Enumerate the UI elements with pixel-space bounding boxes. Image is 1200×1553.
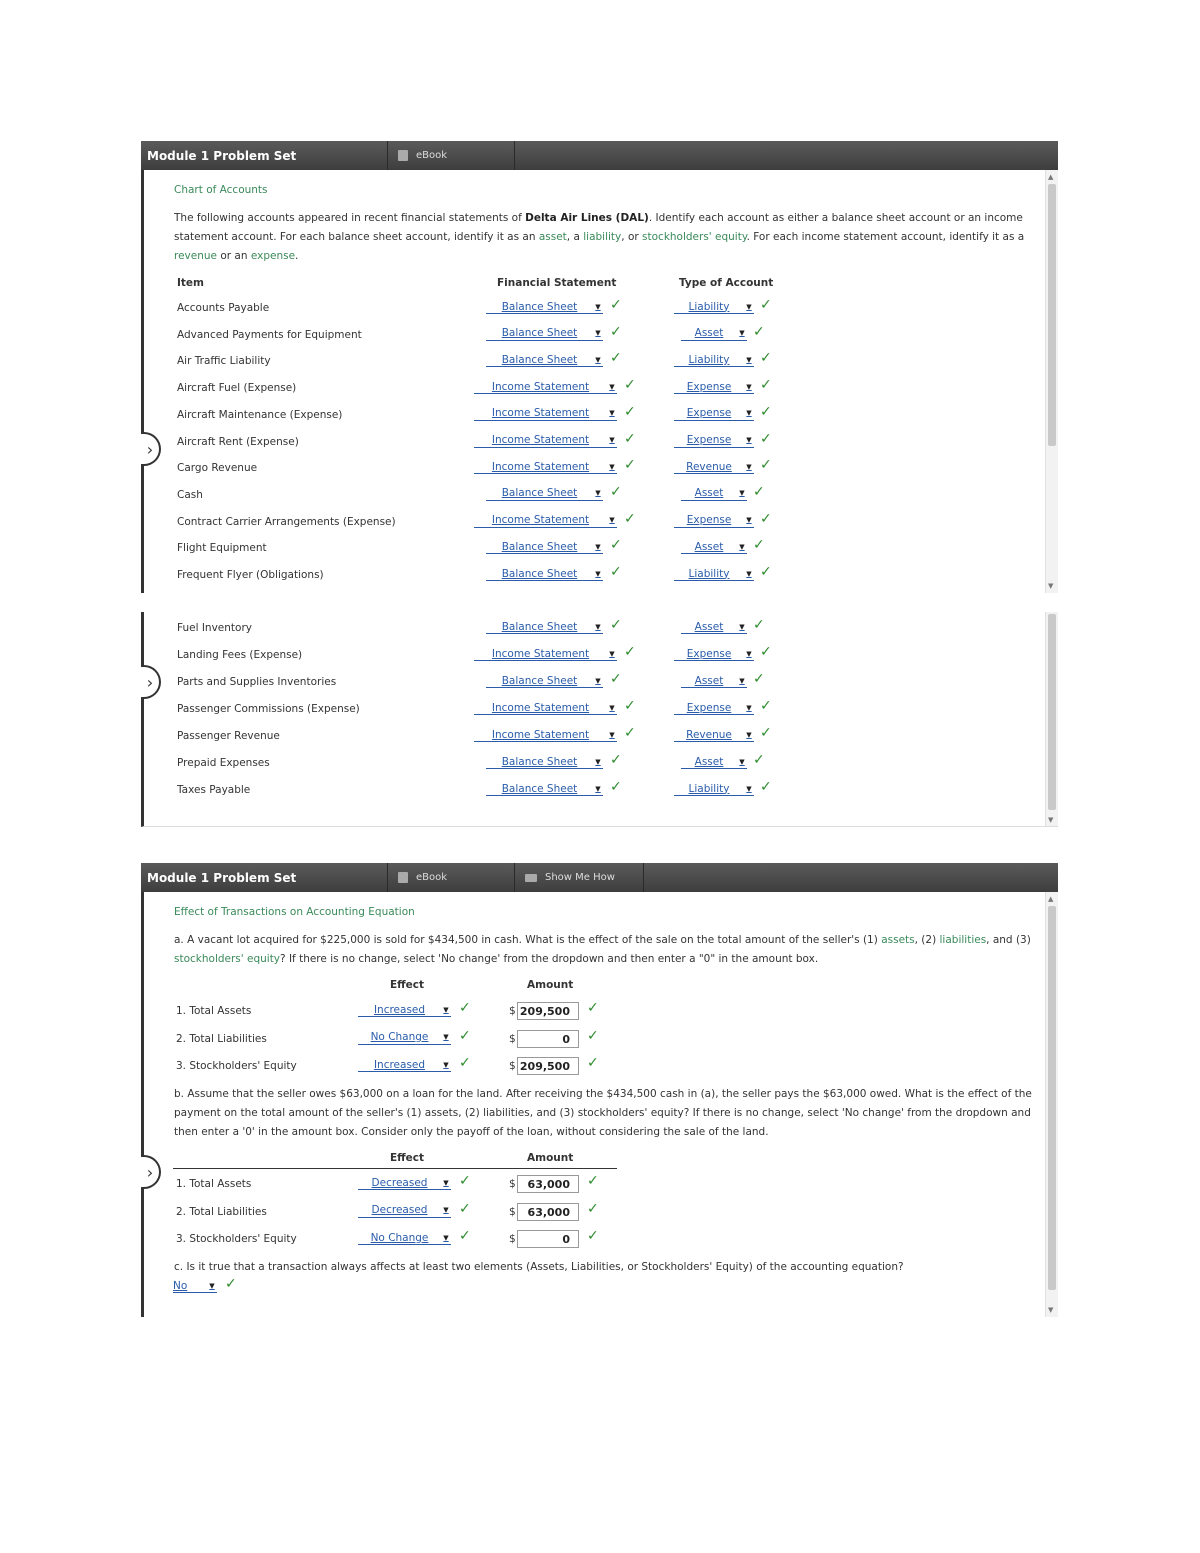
chevron-down-icon: ▼ bbox=[746, 436, 752, 444]
check-icon: ✓ bbox=[760, 564, 772, 580]
chevron-down-icon: ▼ bbox=[746, 302, 752, 311]
question-text: , (2) bbox=[914, 934, 940, 946]
problem-intro bbox=[174, 209, 1036, 266]
panel-effect-of-transactions bbox=[141, 863, 1058, 1317]
chevron-down-icon: ▼ bbox=[609, 730, 615, 739]
chevron-down-icon: ▼ bbox=[746, 649, 752, 658]
dropdown-value: Asset bbox=[694, 755, 724, 768]
check-icon: ✓ bbox=[760, 725, 772, 741]
check-icon: ✓ bbox=[610, 779, 622, 795]
chevron-down-icon: ▼ bbox=[443, 1178, 449, 1187]
check-icon: ✓ bbox=[610, 671, 622, 687]
currency-symbol: $ bbox=[509, 1205, 516, 1218]
part-c-answer-dropdown[interactable] bbox=[173, 1279, 217, 1293]
check-icon: ✓ bbox=[610, 297, 622, 313]
check-icon: ✓ bbox=[624, 403, 636, 420]
chevron-down-icon: ▼ bbox=[609, 703, 615, 712]
chevron-down-icon: ▼ bbox=[609, 436, 615, 444]
chevron-down-icon: ▼ bbox=[609, 462, 615, 471]
dropdown-value: Asset bbox=[694, 540, 724, 553]
intro-text: or an bbox=[217, 250, 251, 262]
check-icon: ✓ bbox=[610, 350, 622, 367]
check-icon: ✓ bbox=[587, 1027, 599, 1044]
financial-statement-dropdown[interactable] bbox=[486, 327, 603, 341]
check-icon: ✓ bbox=[610, 752, 622, 768]
scrollbar-thumb[interactable] bbox=[1048, 906, 1056, 1290]
dropdown-value: Income Statement bbox=[491, 728, 590, 741]
term-revenue: revenue bbox=[174, 250, 217, 262]
dropdown-value: Asset bbox=[694, 674, 724, 687]
dropdown-value: Expense bbox=[686, 380, 732, 393]
currency-symbol: $ bbox=[509, 1178, 516, 1190]
account-item-label: Prepaid Expenses bbox=[177, 757, 270, 769]
dropdown-value: Expense bbox=[686, 434, 732, 446]
check-icon: ✓ bbox=[760, 698, 772, 714]
amount-input[interactable]: 63,000 bbox=[517, 1175, 579, 1193]
section-title: Chart of Accounts bbox=[174, 184, 268, 196]
account-item-label: Cash bbox=[177, 488, 203, 501]
effect-dropdown[interactable] bbox=[358, 1204, 451, 1218]
dropdown-value: Balance Sheet bbox=[501, 540, 578, 553]
effect-dropdown[interactable] bbox=[358, 1058, 451, 1072]
dropdown-value: Expense bbox=[686, 647, 732, 660]
account-type-dropdown[interactable] bbox=[681, 620, 747, 634]
part-c-question: c. Is it true that a transaction always affects at least two elements (Assets, Liabilities, or Stockholders' Equity) of the accounting equation? bbox=[174, 1261, 904, 1273]
check-icon: ✓ bbox=[459, 1000, 471, 1016]
amount-input[interactable]: 0 bbox=[517, 1030, 579, 1048]
chevron-down-icon: ▼ bbox=[746, 784, 752, 793]
dropdown-value: Income Statement bbox=[491, 380, 590, 393]
check-icon: ✓ bbox=[610, 564, 622, 580]
check-icon: ✓ bbox=[610, 323, 622, 340]
check-icon: ✓ bbox=[587, 1000, 599, 1016]
dropdown-value: Expense bbox=[686, 701, 732, 714]
dropdown-value: No bbox=[173, 1279, 188, 1292]
chevron-down-icon: ▼ bbox=[746, 569, 752, 578]
chevron-down-icon: ▼ bbox=[443, 1206, 449, 1214]
part-a-question bbox=[174, 931, 1036, 969]
chevron-down-icon: ▼ bbox=[609, 382, 615, 391]
dropdown-value: Balance Sheet bbox=[501, 487, 578, 500]
check-icon: ✓ bbox=[753, 483, 765, 500]
question-text: a. A vacant lot acquired for $225,000 is sold for $434,500 in cash. What is the effect of the sale on the total amount of the seller's (1) bbox=[174, 934, 882, 946]
question-text: , and (3) bbox=[986, 934, 1031, 946]
line-item-label: 1. Total Assets bbox=[176, 1005, 252, 1017]
column-header-amount: Amount bbox=[527, 1152, 574, 1164]
column-header-effect: Effect bbox=[390, 1152, 425, 1164]
account-item-label: Aircraft Rent (Expense) bbox=[177, 435, 299, 448]
chevron-down-icon: ▼ bbox=[443, 1005, 449, 1014]
check-icon: ✓ bbox=[760, 297, 772, 313]
financial-statement-dropdown[interactable] bbox=[474, 701, 617, 715]
line-item-label: 2. Total Liabilities bbox=[176, 1032, 267, 1045]
account-item-label: Cargo Revenue bbox=[177, 462, 258, 475]
account-item-label: Passenger Revenue bbox=[177, 730, 280, 742]
chevron-down-icon: ▼ bbox=[746, 516, 752, 525]
financial-statement-dropdown[interactable] bbox=[474, 434, 617, 448]
dropdown-value: Increased bbox=[373, 1003, 426, 1016]
dropdown-value: Balance Sheet bbox=[501, 300, 578, 313]
check-icon: ✓ bbox=[753, 537, 765, 554]
panel-body bbox=[141, 170, 1058, 593]
financial-statement-dropdown[interactable] bbox=[486, 567, 603, 581]
chevron-down-icon: ▼ bbox=[595, 489, 601, 498]
check-icon: ✓ bbox=[624, 725, 636, 741]
term-liability: liability bbox=[583, 231, 622, 243]
account-item-label: Flight Equipment bbox=[177, 542, 267, 555]
chevron-down-icon: ▼ bbox=[746, 409, 752, 418]
effect-dropdown[interactable] bbox=[358, 1176, 451, 1190]
financial-statement-dropdown[interactable] bbox=[486, 620, 603, 634]
account-item-label: Accounts Payable bbox=[177, 302, 270, 314]
amount-input[interactable]: 209,500 bbox=[517, 1057, 579, 1075]
expand-toggle[interactable]: › bbox=[141, 1155, 161, 1189]
financial-statement-dropdown[interactable] bbox=[474, 407, 617, 421]
amount-input[interactable]: 209,500 bbox=[517, 1002, 579, 1020]
financial-statement-dropdown[interactable] bbox=[474, 460, 617, 474]
dropdown-value: Increased bbox=[373, 1058, 426, 1071]
check-icon: ✓ bbox=[753, 752, 765, 768]
ebook-label: eBook bbox=[416, 872, 448, 883]
check-icon: ✓ bbox=[760, 644, 772, 660]
chevron-down-icon: ▼ bbox=[595, 329, 601, 338]
ebook-button[interactable] bbox=[388, 141, 515, 170]
chevron-down-icon: ▼ bbox=[443, 1033, 449, 1041]
financial-statement-dropdown[interactable] bbox=[474, 728, 617, 742]
chevron-down-icon: ▼ bbox=[609, 409, 615, 418]
intro-text: . For each income statement account, identify it as a bbox=[746, 231, 1025, 243]
effect-dropdown[interactable] bbox=[358, 1003, 451, 1017]
panel-chart-of-accounts-continued bbox=[141, 612, 1058, 827]
vertical-scrollbar[interactable] bbox=[1045, 612, 1058, 826]
check-icon: ✓ bbox=[459, 1228, 471, 1244]
column-header-effect: Effect bbox=[390, 979, 425, 991]
chevron-down-icon: ▼ bbox=[746, 703, 752, 712]
account-type-dropdown[interactable] bbox=[674, 434, 754, 448]
check-icon: ✓ bbox=[760, 510, 772, 527]
chevron-down-icon: ▼ bbox=[746, 462, 752, 471]
scroll-down-icon[interactable]: ▼ bbox=[1048, 816, 1054, 824]
panel-title: Module 1 Problem Set bbox=[141, 141, 388, 170]
panel-titlebar bbox=[141, 863, 1058, 892]
check-icon: ✓ bbox=[624, 644, 636, 660]
show-me-how-button[interactable] bbox=[515, 863, 644, 892]
line-item-label: 2. Total Liabilities bbox=[176, 1205, 267, 1218]
financial-statement-dropdown[interactable] bbox=[486, 674, 603, 688]
panel-title: Module 1 Problem Set bbox=[141, 863, 388, 892]
dropdown-value: Expense bbox=[686, 514, 732, 527]
financial-statement-dropdown[interactable] bbox=[474, 514, 617, 528]
term-asset: asset bbox=[538, 231, 567, 243]
dropdown-value: Liability bbox=[688, 300, 730, 313]
expand-toggle[interactable]: › bbox=[141, 432, 161, 466]
dropdown-value: No Change bbox=[370, 1231, 429, 1244]
vertical-scrollbar[interactable] bbox=[1045, 892, 1058, 1317]
account-type-dropdown[interactable] bbox=[674, 380, 754, 394]
show-me-how-label: Show Me How bbox=[545, 872, 615, 883]
intro-text: . Identify each account as either a balance sheet account or an income statement account. For each balance sheet account, identify it as an bbox=[174, 212, 1023, 243]
amount-input[interactable]: 0 bbox=[517, 1230, 579, 1248]
scrollbar-thumb[interactable] bbox=[1048, 614, 1056, 810]
column-header-item: Item bbox=[177, 277, 204, 289]
panel-titlebar bbox=[141, 141, 1058, 170]
ebook-button[interactable] bbox=[388, 863, 515, 892]
dropdown-value: Balance Sheet bbox=[501, 620, 578, 633]
dropdown-value: Balance Sheet bbox=[501, 353, 578, 366]
dropdown-value: Revenue bbox=[686, 728, 732, 741]
effect-dropdown[interactable] bbox=[358, 1031, 451, 1045]
check-icon: ✓ bbox=[753, 323, 765, 340]
dropdown-value: Balance Sheet bbox=[501, 674, 578, 687]
chevron-down-icon: ▼ bbox=[609, 516, 615, 525]
part-b-question: b. Assume that the seller owes $63,000 on a loan for the land. After receiving the $434,500 cash in (a), the seller pays the $63,000 owed. What is the effect of the payment on the total amount of the seller's (1) assets, (2) liabilities, and (3) stockholders' equity? If there is no change, select 'No change' from the dropdown and then enter a '0' in the amount box. Consider only the payoff of the loan, without considering the sale of the land. bbox=[174, 1088, 1032, 1138]
term-equity: stockholders' equity bbox=[174, 953, 281, 965]
dropdown-value: Liability bbox=[688, 567, 730, 580]
dropdown-value: Expense bbox=[686, 407, 732, 420]
account-item-label: Contract Carrier Arrangements (Expense) bbox=[177, 515, 396, 528]
financial-statement-dropdown[interactable] bbox=[486, 353, 603, 367]
dropdown-value: Decreased bbox=[371, 1176, 428, 1189]
dropdown-value: Income Statement bbox=[491, 434, 590, 446]
book-icon bbox=[398, 150, 408, 161]
account-type-dropdown[interactable] bbox=[681, 487, 747, 501]
account-type-dropdown[interactable] bbox=[681, 674, 747, 688]
effect-dropdown[interactable] bbox=[358, 1231, 451, 1245]
account-type-dropdown[interactable] bbox=[674, 728, 754, 742]
check-icon: ✓ bbox=[753, 617, 765, 633]
check-icon: ✓ bbox=[459, 1173, 471, 1189]
chevron-down-icon: ▼ bbox=[746, 382, 752, 391]
financial-statement-dropdown[interactable] bbox=[486, 755, 603, 769]
dropdown-value: Liability bbox=[688, 353, 730, 366]
chevron-down-icon: ▼ bbox=[595, 784, 601, 793]
account-type-dropdown[interactable] bbox=[681, 327, 747, 341]
titlebar-spacer bbox=[644, 863, 1058, 892]
check-icon: ✓ bbox=[587, 1200, 599, 1217]
check-icon: ✓ bbox=[624, 698, 636, 714]
account-item-label: Landing Fees (Expense) bbox=[177, 649, 303, 661]
term-assets: assets bbox=[881, 934, 915, 946]
financial-statement-dropdown[interactable] bbox=[486, 782, 603, 796]
account-type-dropdown[interactable] bbox=[674, 407, 754, 421]
chevron-down-icon: ▼ bbox=[739, 622, 745, 631]
dropdown-value: Income Statement bbox=[491, 460, 590, 473]
check-icon: ✓ bbox=[624, 510, 636, 527]
chevron-down-icon: ▼ bbox=[609, 649, 615, 658]
financial-statement-dropdown[interactable] bbox=[486, 487, 603, 501]
account-item-label: Passenger Commissions (Expense) bbox=[177, 703, 360, 715]
account-item-label: Frequent Flyer (Obligations) bbox=[177, 569, 324, 581]
term-equity: stockholders' equity bbox=[642, 231, 747, 243]
expand-toggle[interactable]: › bbox=[141, 665, 161, 699]
scroll-down-icon[interactable]: ▼ bbox=[1048, 1306, 1054, 1314]
scroll-up-icon[interactable]: ▲ bbox=[1048, 173, 1054, 181]
intro-text: , or bbox=[621, 231, 643, 243]
dropdown-value: Income Statement bbox=[491, 407, 590, 420]
section-title: Effect of Transactions on Accounting Equation bbox=[174, 906, 415, 918]
dropdown-value: Asset bbox=[694, 620, 724, 633]
dropdown-value: Income Statement bbox=[491, 647, 590, 660]
scrollbar-thumb[interactable] bbox=[1048, 184, 1056, 446]
account-type-dropdown[interactable] bbox=[674, 514, 754, 528]
dropdown-value: Revenue bbox=[686, 460, 732, 473]
check-icon: ✓ bbox=[760, 350, 772, 367]
chevron-down-icon: ▼ bbox=[595, 542, 601, 551]
chevron-down-icon: ▼ bbox=[595, 569, 601, 578]
ebook-label: eBook bbox=[416, 150, 448, 161]
dropdown-value: Income Statement bbox=[491, 701, 590, 714]
check-icon: ✓ bbox=[760, 403, 772, 420]
financial-statement-dropdown[interactable] bbox=[474, 647, 617, 661]
dropdown-value: No Change bbox=[370, 1031, 429, 1043]
currency-symbol: $ bbox=[509, 1032, 516, 1045]
account-item-label: Taxes Payable bbox=[177, 784, 251, 796]
chevron-down-icon: ▼ bbox=[443, 1060, 449, 1069]
check-icon: ✓ bbox=[624, 430, 636, 447]
intro-text: , a bbox=[566, 231, 584, 243]
check-icon: ✓ bbox=[610, 617, 622, 633]
scroll-up-icon[interactable]: ▲ bbox=[1048, 895, 1054, 903]
chevron-down-icon: ▼ bbox=[595, 302, 601, 311]
dropdown-value: Liability bbox=[688, 782, 730, 795]
term-expense: expense bbox=[250, 250, 296, 262]
account-type-dropdown[interactable] bbox=[681, 540, 747, 554]
scroll-down-icon[interactable]: ▼ bbox=[1048, 582, 1054, 590]
account-item-label: Aircraft Maintenance (Expense) bbox=[177, 408, 343, 421]
account-type-dropdown[interactable] bbox=[674, 647, 754, 661]
financial-statement-dropdown[interactable] bbox=[486, 540, 603, 554]
dropdown-value: Balance Sheet bbox=[501, 567, 578, 580]
panel-body bbox=[141, 612, 1058, 827]
account-type-dropdown[interactable] bbox=[674, 567, 754, 581]
check-icon: ✓ bbox=[459, 1200, 471, 1217]
account-type-dropdown[interactable] bbox=[674, 701, 754, 715]
chevron-down-icon: ▼ bbox=[746, 730, 752, 739]
chevron-down-icon: ▼ bbox=[595, 622, 601, 631]
account-item-label: Aircraft Fuel (Expense) bbox=[177, 382, 297, 395]
panel-body bbox=[141, 892, 1058, 1317]
check-icon: ✓ bbox=[760, 377, 772, 394]
dropdown-value: Asset bbox=[694, 327, 724, 340]
chevron-down-icon: ▼ bbox=[595, 676, 601, 685]
check-icon: ✓ bbox=[459, 1055, 471, 1071]
account-item-label: Fuel Inventory bbox=[177, 622, 252, 634]
question-text: ? If there is no change, select 'No change' from the dropdown and then enter a "0" in the amount box. bbox=[280, 953, 819, 965]
chevron-down-icon: ▼ bbox=[209, 1281, 215, 1290]
chevron-down-icon: ▼ bbox=[595, 757, 601, 766]
book-icon bbox=[398, 872, 408, 883]
account-type-dropdown[interactable] bbox=[674, 300, 754, 314]
currency-symbol: $ bbox=[509, 1233, 516, 1245]
dropdown-value: Balance Sheet bbox=[501, 755, 578, 768]
column-header-type-of-account: Type of Account bbox=[679, 277, 774, 289]
chevron-down-icon: ▼ bbox=[443, 1233, 449, 1242]
check-icon: ✓ bbox=[610, 537, 622, 554]
check-icon: ✓ bbox=[225, 1276, 237, 1292]
chevron-down-icon: ▼ bbox=[739, 757, 745, 766]
currency-symbol: $ bbox=[509, 1005, 516, 1017]
line-item-label: 3. Stockholders' Equity bbox=[176, 1233, 297, 1245]
company-name: Delta Air Lines (DAL) bbox=[525, 212, 649, 224]
term-liabilities: liabilities bbox=[939, 934, 987, 946]
check-icon: ✓ bbox=[753, 671, 765, 687]
financial-statement-dropdown[interactable] bbox=[474, 380, 617, 394]
intro-text: The following accounts appeared in recent financial statements of bbox=[174, 212, 526, 224]
check-icon: ✓ bbox=[760, 779, 772, 795]
dropdown-value: Balance Sheet bbox=[501, 327, 578, 340]
account-type-dropdown[interactable] bbox=[674, 460, 754, 474]
chevron-down-icon: ▼ bbox=[739, 542, 745, 551]
dropdown-value: Asset bbox=[694, 487, 724, 500]
account-type-dropdown[interactable] bbox=[674, 782, 754, 796]
chevron-down-icon: ▼ bbox=[739, 489, 745, 498]
vertical-scrollbar[interactable] bbox=[1045, 170, 1058, 593]
check-icon: ✓ bbox=[760, 430, 772, 447]
account-type-dropdown[interactable] bbox=[681, 755, 747, 769]
panel-chart-of-accounts bbox=[141, 141, 1058, 593]
column-header-financial-statement: Financial Statement bbox=[497, 277, 617, 289]
dropdown-value: Income Statement bbox=[491, 514, 590, 527]
account-item-label: Parts and Supplies Inventories bbox=[177, 676, 337, 688]
account-item-label: Air Traffic Liability bbox=[177, 355, 271, 368]
chevron-down-icon: ▼ bbox=[739, 676, 745, 685]
currency-symbol: $ bbox=[509, 1060, 516, 1072]
dropdown-value: Balance Sheet bbox=[501, 782, 578, 795]
check-icon: ✓ bbox=[624, 377, 636, 394]
account-type-dropdown[interactable] bbox=[674, 353, 754, 367]
line-item-label: 1. Total Assets bbox=[176, 1178, 252, 1190]
table-rule bbox=[173, 1168, 617, 1169]
check-icon: ✓ bbox=[624, 457, 636, 474]
check-icon: ✓ bbox=[760, 457, 772, 474]
video-icon bbox=[525, 874, 537, 882]
column-header-amount: Amount bbox=[527, 979, 574, 991]
financial-statement-dropdown[interactable] bbox=[486, 300, 603, 314]
account-item-label: Advanced Payments for Equipment bbox=[177, 328, 362, 341]
titlebar-spacer bbox=[515, 141, 1058, 170]
intro-text: . bbox=[295, 250, 299, 262]
line-item-label: 3. Stockholders' Equity bbox=[176, 1060, 297, 1072]
check-icon: ✓ bbox=[587, 1173, 599, 1189]
check-icon: ✓ bbox=[587, 1055, 599, 1071]
amount-input[interactable]: 63,000 bbox=[517, 1203, 579, 1221]
check-icon: ✓ bbox=[587, 1228, 599, 1244]
check-icon: ✓ bbox=[610, 483, 622, 500]
check-icon: ✓ bbox=[459, 1027, 471, 1044]
chevron-down-icon: ▼ bbox=[746, 355, 752, 364]
dropdown-value: Decreased bbox=[371, 1204, 428, 1216]
chevron-down-icon: ▼ bbox=[739, 329, 745, 338]
chevron-down-icon: ▼ bbox=[595, 355, 601, 364]
